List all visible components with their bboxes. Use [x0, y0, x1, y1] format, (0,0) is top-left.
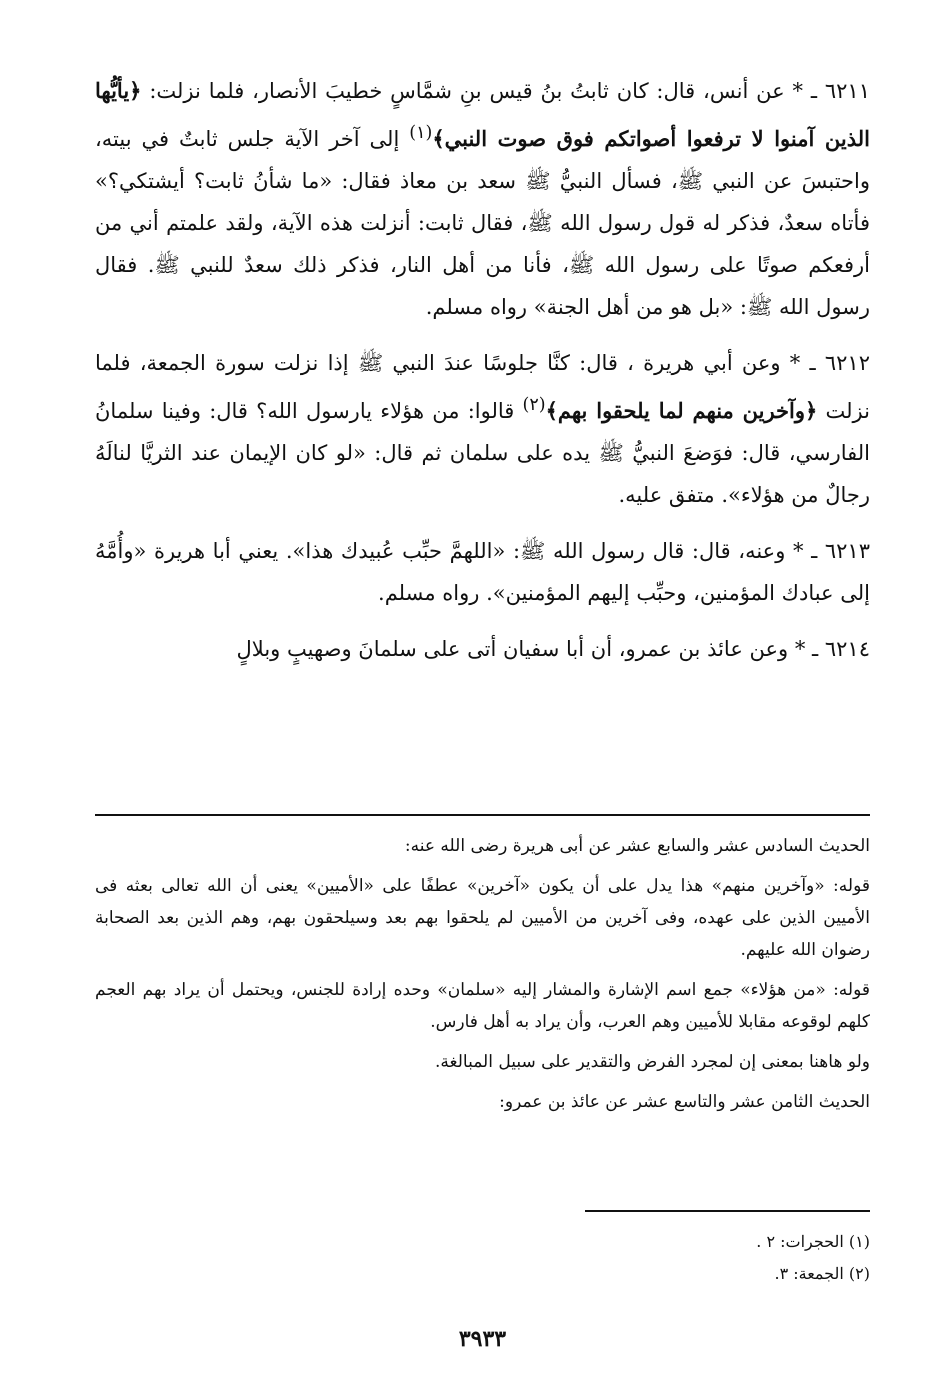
- commentary: [95, 830, 870, 1126]
- commentary-paragraph: قوله: «وآخرين منهم» هذا يدل على أن يكون «آخرين» عطفًا على «الأميين» يعنى أن الله تعالى بعثه فى الأميين الذين على عهده، وفى آخرين من الأميين لم يلحقوا بهم بعد وسيلحقون بهم، وهم الذين بعد الصحابة رضوان الله عليهم.: [95, 876, 870, 960]
- hadith-text-part: ٦٢١٢ ـ * وعن أبي هريرة ، قال: كنَّا جلوسًا عندَ النبي ﷺ إذا نزلت سورة الجمعة، فلما نزلت: [95, 351, 870, 423]
- quran-verse: ﴿يأيُّها الذين آمنوا لا ترفعوا أصواتكم فوق صوت النبي﴾: [95, 78, 870, 151]
- hadith-6213: [95, 530, 870, 614]
- hadith-text-part: ٦٢١١ ـ * عن أنس، قال: كان ثابتُ بنُ قيس بنِ شمَّاسٍ خطيبَ الأنصار، فلما نزلت:: [141, 79, 870, 103]
- hadith-6212: [95, 342, 870, 516]
- commentary-paragraph: ولو هاهنا بمعنى إن لمجرد الفرض والتقدير على سبيل المبالغة.: [435, 1052, 870, 1072]
- page-number: ٣٩٣٣: [458, 1326, 507, 1352]
- commentary-paragraph: الحديث السادس عشر والسابع عشر عن أبى هريرة رضى الله عنه:: [404, 836, 870, 856]
- commentary-paragraph: قوله: «من هؤلاء» جمع اسم الإشارة والمشار إليه «سلمان» وحده إرادة للجنس، ويحتمل أن يراد بهم العجم كلهم لوقوعه مقابلا للأميين وهم العرب، وأن يراد به أهل فارس.: [95, 980, 870, 1032]
- footnote: (٢) الجمعة: ٣.: [774, 1264, 870, 1283]
- footnotes: [95, 1226, 870, 1290]
- hadith-6214: [95, 628, 870, 670]
- quran-verse: ﴿وآخرين منهم لما يلحقوا بهم﴾: [545, 398, 818, 423]
- commentary-paragraph: الحديث الثامن عشر والتاسع عشر عن عائذ بن عمرو:: [499, 1092, 870, 1112]
- document-page: [95, 70, 870, 1360]
- hadith-text-part: إلى آخر الآية جلس ثابتٌ في بيته، واحتبسَ عن النبي ﷺ، فسأل النبيُّ ﷺ سعد بن معاذ فقال: «ما شأنُ ثابت؟ أيشتكي؟» فأتاه سعدٌ، فذكر له قول رسول الله ﷺ، فقال ثابت: أنزلت هذه الآية، ولقد علمتم أني من أرفعكم صوتًا على رسول الله ﷺ، فأنا من أهل النار، فذكر ذلك سعدٌ للنبي ﷺ. فقال رسول الله ﷺ: «بل هو من أهل الجنة» رواه مسلم.: [95, 127, 870, 319]
- hadith-text-part: ٦٢١٤ ـ * وعن عائذ بن عمرو، أن أبا سفيان أتى على سلمانَ وصهيبٍ وبلالٍ: [236, 637, 870, 661]
- footnote-marker: (١): [409, 123, 433, 143]
- hadith-text: [95, 70, 870, 670]
- hadith-text-part: قالوا: من هؤلاء يارسول الله؟ قال: وفينا سلمانُ الفارسي، قال: فوَضعَ النبيُّ ﷺ يده على سلمان ثم قال: «لو كان الإيمان عند الثريَّا لنالَهُ رجالٌ من هؤلاء». متفق عليه.: [95, 399, 870, 507]
- footnote-marker: (٢): [522, 395, 546, 415]
- footnote-divider: [585, 1210, 870, 1212]
- section-divider: [95, 814, 870, 816]
- footnote: (١) الحجرات: ٢ .: [756, 1232, 870, 1251]
- hadith-6211: [95, 70, 870, 328]
- hadith-text-part: ٦٢١٣ ـ * وعنه، قال: قال رسول الله ﷺ: «اللهمَّ حبِّب عُبيدك هذا». يعني أبا هريرة «وأُمَّهُ إلى عبادك المؤمنين، وحبِّب إليهم المؤمنين». رواه مسلم.: [95, 539, 870, 605]
